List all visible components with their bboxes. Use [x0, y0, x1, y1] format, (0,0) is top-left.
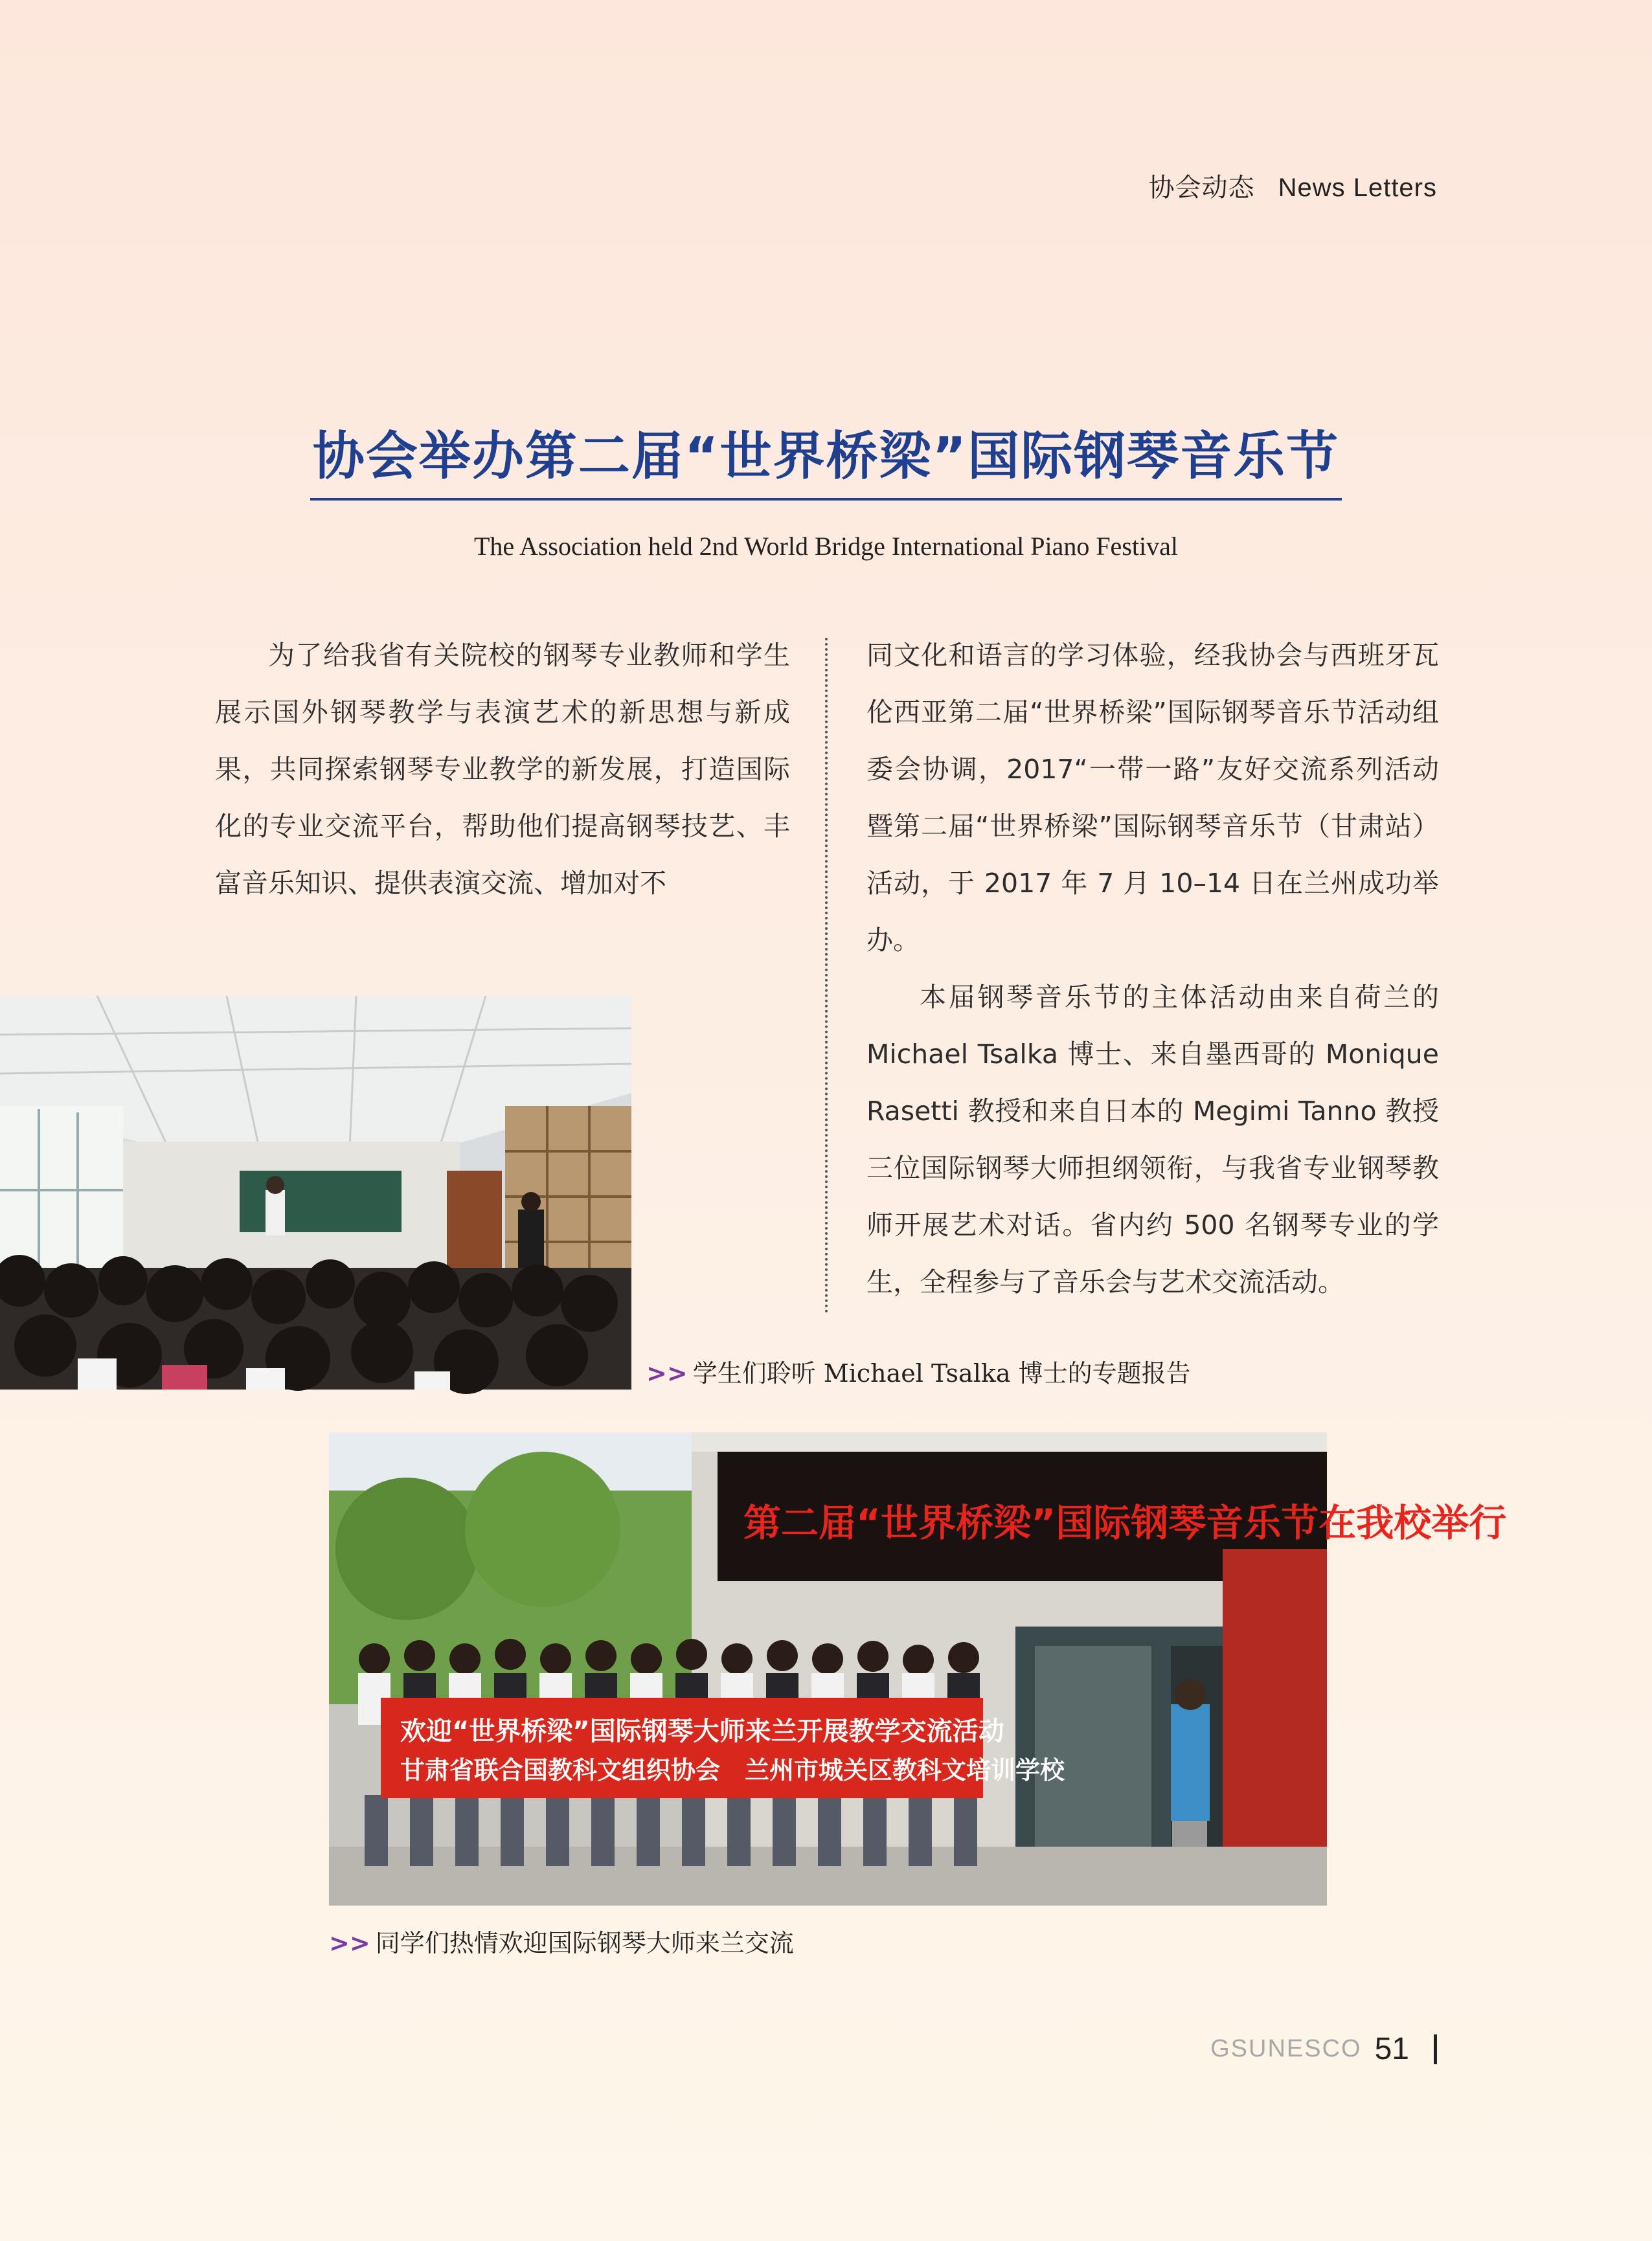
column-divider: [825, 638, 828, 1313]
section-title-en: News Letters: [1278, 174, 1437, 202]
section-title-cn: 协会动态: [1148, 173, 1255, 203]
led-sign-text: 第二届“世界桥梁”国际钢琴音乐节在我校举行: [743, 1501, 1507, 1545]
right-column: [866, 627, 1439, 1311]
paragraph-activities: 本届钢琴音乐节的主体活动由来自荷兰的 Michael Tsalka 博士、来自墨西哥的 Monique Rasetti 教授和来自日本的 Megimi Tanno 教授三位国际钢琴大师担纲领衔，与我省专业钢琴教师开展艺术对话。省内约 500 名钢琴专业的学生，全程参与了音乐会与艺术交流活动。: [866, 982, 1439, 1298]
paragraph-continuation: 同文化和语言的学习体验，经我协会与西班牙瓦伦西亚第二届“世界桥梁”国际钢琴音乐节活动组委会协调，2017“一带一路”友好交流系列活动暨第二届“世界桥梁”国际钢琴音乐节（甘肃站）活动，于 2017 年 7 月 10–14 日在兰州成功举办。: [866, 640, 1439, 956]
section-header: [1149, 167, 1437, 204]
welcome-group-photo: [329, 1432, 1507, 1906]
footer-brand: GSUNESCO: [1210, 2035, 1362, 2062]
article-title: 协会举办第二届“世界桥梁”国际钢琴音乐节: [310, 414, 1342, 501]
article-subtitle: The Association held 2nd World Bridge International Piano Festival: [474, 532, 1178, 561]
caption-arrow-icon: >>: [329, 1929, 370, 1957]
page-number: 51: [1374, 2032, 1409, 2066]
banner-line-1: 欢迎“世界桥梁”国际钢琴大师来兰开展教学交流活动: [400, 1717, 1004, 1746]
photo-caption-welcome: [329, 1923, 794, 1959]
article-title-wrap: [0, 414, 1652, 501]
lecture-photo: [0, 996, 631, 1390]
caption-arrow-icon: >>: [646, 1359, 688, 1388]
page-footer: [1210, 2031, 1437, 2067]
banner-line-2: 甘肃省联合国教科文组织协会 兰州市城关区教科文培训学校: [400, 1756, 1065, 1785]
caption-text: 学生们聆听 Michael Tsalka 博士的专题报告: [692, 1359, 1191, 1388]
left-column: [215, 627, 790, 912]
footer-bar: [1434, 2034, 1437, 2064]
photo-caption-lecture: [646, 1353, 1191, 1389]
paragraph-intro: 为了给我省有关院校的钢琴专业教师和学生展示国外钢琴教学与表演艺术的新思想与新成果，共同探索钢琴专业教学的新发展，打造国际化的专业交流平台，帮助他们提高钢琴技艺、丰富音乐知识、提供表演交流、增加对不: [215, 640, 790, 899]
caption-text: 同学们热情欢迎国际钢琴大师来兰交流: [375, 1929, 794, 1957]
